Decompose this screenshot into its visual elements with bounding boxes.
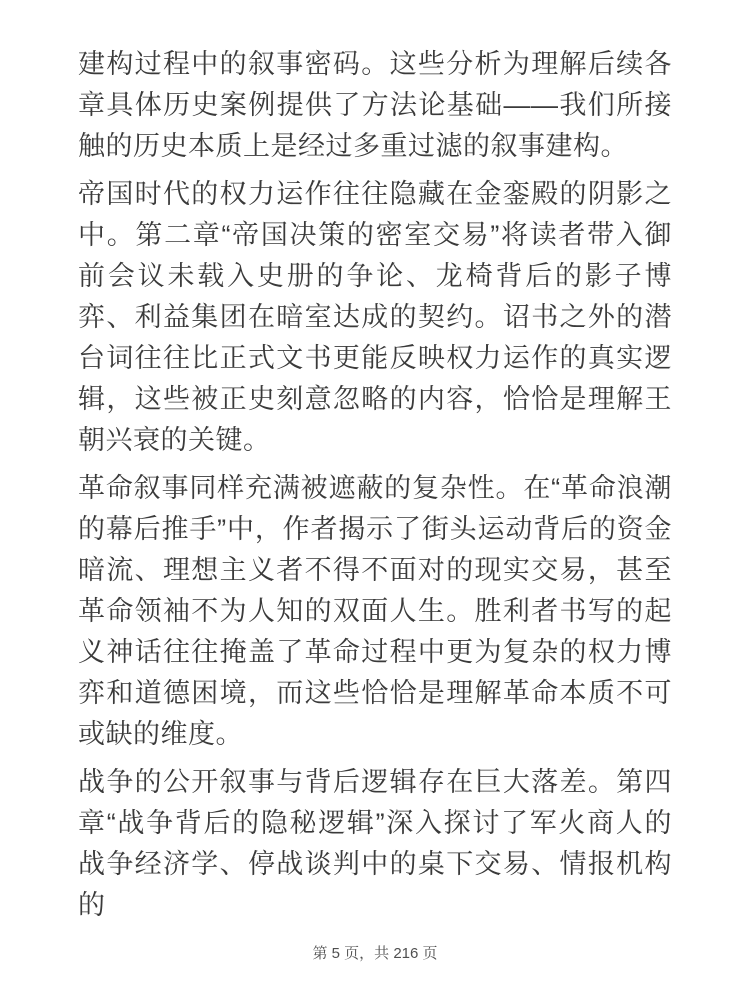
page-footer: [0, 944, 750, 964]
paragraph: 建构过程中的叙事密码。这些分析为理解后续各章具体历史案例提供了方法论基础——我们所接触的历史本质上是经过多重过滤的叙事建构。: [78, 49, 672, 161]
paragraph: 帝国时代的权力运作往往隐藏在金銮殿的阴影之中。第二章“帝国决策的密室交易”将读者带入御前会议未载入史册的争论、龙椅背后的影子博弈、利益集团在暗室达成的契约。诏书之外的潜台词往往比正式文书更能反映权力运作的真实逻辑，这些被正史刻意忽略的内容，恰恰是理解王朝兴衰的关键。: [78, 179, 672, 455]
page-indicator: 第 5 页，共 216 页: [312, 945, 438, 962]
paragraph: 革命叙事同样充满被遮蔽的复杂性。在“革命浪潮的幕后推手”中，作者揭示了街头运动背后的资金暗流、理想主义者不得不面对的现实交易，甚至革命领袖不为人知的双面人生。胜利者书写的起义神话往往掩盖了革命过程中更为复杂的权力博弈和道德困境，而这些恰恰是理解革命本质不可或缺的维度。: [78, 473, 672, 749]
paragraph: 战争的公开叙事与背后逻辑存在巨大落差。第四章“战争背后的隐秘逻辑”深入探讨了军火商人的战争经济学、停战谈判中的桌下交易、情报机构的: [78, 767, 672, 920]
